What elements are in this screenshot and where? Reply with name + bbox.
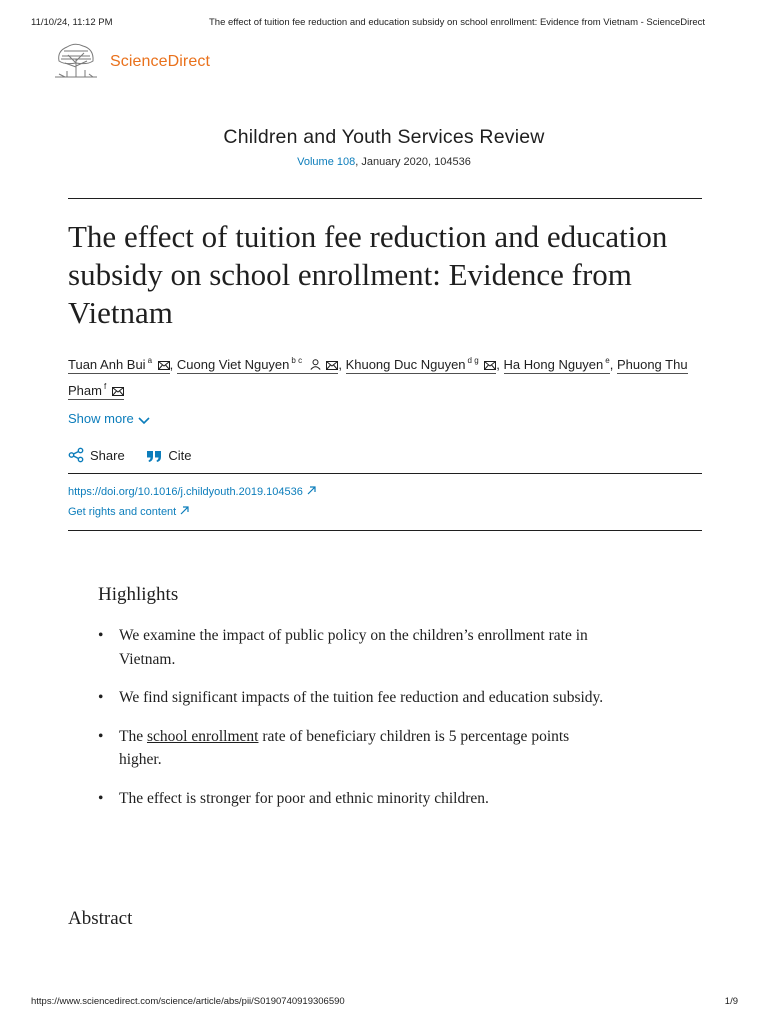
author-link[interactable]: Phuong Thu Pham $^f$ xyxy=(68,357,688,398)
list-item: • The school enrollment rate of beneficiary children is 5 percentage points higher. xyxy=(98,727,570,768)
author-list: Tuan Anh Bui $^a$ , Cuong Viet Nguyen $^{b c}$ , Khuong Duc Nguyen $^{d g}$ , Ha Hong Nguyen $^e$, Phuong Thu Pham $^f$ xyxy=(68,356,688,398)
volume-link[interactable]: Volume 108 xyxy=(297,156,356,168)
print-footer xyxy=(31,996,738,1010)
brand-name: ScienceDirect xyxy=(110,53,211,70)
volume-details: , January 2020, 104536 xyxy=(355,156,471,168)
print-url: https://www.sciencedirect.com/science/article/abs/pii/S0190740919306590 xyxy=(31,996,345,1007)
list-item: • We find significant impacts of the tuition fee reduction and education subsidy. xyxy=(98,689,604,706)
chevron-down-icon xyxy=(138,417,150,425)
email-icon[interactable] xyxy=(112,387,124,396)
journal-title[interactable]: Children and Youth Services Review xyxy=(223,126,545,148)
abstract-heading: Abstract xyxy=(68,908,133,929)
email-icon[interactable] xyxy=(484,361,496,370)
sciencedirect-logo[interactable] xyxy=(53,41,233,81)
email-icon[interactable] xyxy=(326,361,338,370)
list-item: • We examine the impact of public policy on the children’s enrollment rate in Vietnam. xyxy=(98,627,588,668)
share-label: Share xyxy=(90,448,125,463)
divider-top xyxy=(68,198,702,199)
school-enrollment-link[interactable]: school enrollment xyxy=(146,727,259,745)
author-link[interactable]: Ha Hong Nguyen $^e$ xyxy=(503,356,610,372)
elsevier-tree-icon xyxy=(53,41,99,79)
volume-line xyxy=(0,156,768,168)
print-timestamp: 11/10/24, 11:12 PM xyxy=(31,17,113,28)
show-more-label: Show more xyxy=(68,411,134,426)
show-more-button[interactable] xyxy=(68,411,150,426)
cite-label: Cite xyxy=(168,448,192,463)
article-actions xyxy=(68,447,209,463)
print-page-number: 1/9 xyxy=(724,996,738,1007)
print-header xyxy=(31,17,738,31)
highlights-heading: Highlights xyxy=(98,584,179,605)
author-link[interactable]: Tuan Anh Bui $^a$ xyxy=(68,357,170,374)
article-title: The effect of tuition fee reduction and education subsidy on school enrollment: Evidence from Vietnam xyxy=(68,219,668,330)
share-button[interactable] xyxy=(68,447,125,463)
author-link[interactable]: Cuong Viet Nguyen $^{b c}$ xyxy=(177,357,338,374)
doi-link[interactable]: https://doi.org/10.1016/j.childyouth.2019.104536 xyxy=(68,486,316,498)
cite-button[interactable] xyxy=(146,448,191,463)
external-link-icon xyxy=(307,486,316,495)
rights-link[interactable]: Get rights and content xyxy=(68,506,189,518)
divider-bottom xyxy=(68,530,702,531)
divider-middle xyxy=(68,473,702,474)
quote-icon xyxy=(146,449,162,463)
print-page-title: The effect of tuition fee reduction and education subsidy on school enrollment: Evidence from Vietnam - ScienceDirect xyxy=(209,17,706,28)
email-icon[interactable] xyxy=(158,361,170,370)
external-link-icon xyxy=(180,506,189,515)
share-icon xyxy=(68,447,84,463)
highlights-list xyxy=(98,624,608,825)
author-link[interactable]: Khuong Duc Nguyen $^{d g}$ xyxy=(346,357,497,374)
list-item: • The effect is stronger for poor and ethnic minority children. xyxy=(98,789,489,807)
person-icon[interactable] xyxy=(310,359,321,370)
